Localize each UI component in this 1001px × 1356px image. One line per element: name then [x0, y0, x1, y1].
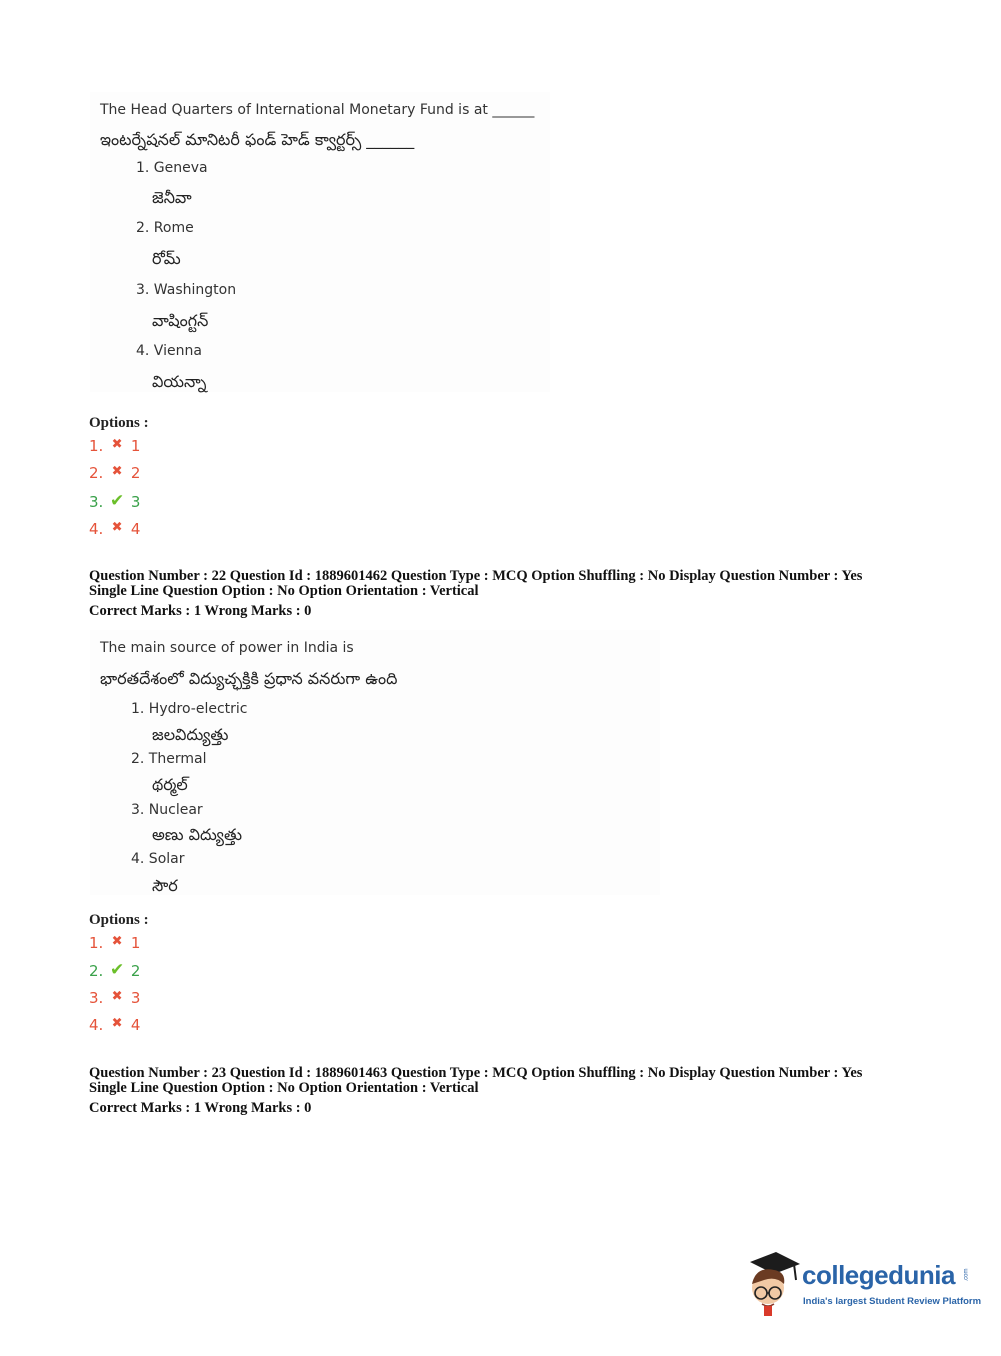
choice-4-en: 4. Solar: [131, 851, 185, 867]
option-row: 4. ✖ 4: [89, 520, 141, 538]
choice-3-te: అణు విద్యుత్తు: [152, 825, 242, 844]
choice-1-te: జలవిద్యుత్తు: [152, 725, 229, 744]
cross-icon: ✖: [111, 464, 123, 479]
choice-2-te: రోమ్: [152, 249, 181, 268]
option-row: 4. ✖ 4: [89, 1016, 141, 1034]
question-meta-line1: Question Number : 23 Question Id : 1889601463 Question Type : MCQ Option Shuffling : No Display Question Number : Yes: [89, 1065, 863, 1081]
option-row: 1. ✖ 1: [89, 437, 141, 455]
check-icon: ✔: [109, 491, 125, 511]
choice-2-en: 2. Thermal: [131, 751, 207, 767]
question-meta-line2: Single Line Question Option : No Option Orientation : Vertical: [89, 583, 479, 599]
choice-2-en: 2. Rome: [136, 220, 194, 236]
option-row-correct: 2. ✔ 2: [89, 960, 141, 980]
brand-tagline: India's largest Student Review Platform: [803, 1296, 982, 1307]
option-row: 1. ✖ 1: [89, 934, 141, 952]
question-meta-marks: Correct Marks : 1 Wrong Marks : 0: [89, 603, 312, 619]
choice-3-en: 3. Washington: [136, 282, 237, 298]
question-text-en: The main source of power in India is: [100, 640, 354, 656]
choice-1-en: 1. Geneva: [136, 160, 208, 176]
question-22-image: [90, 630, 660, 895]
cross-icon: ✖: [111, 989, 123, 1004]
question-meta-marks: Correct Marks : 1 Wrong Marks : 0: [89, 1100, 312, 1116]
option-row: 2. ✖ 2: [89, 464, 141, 482]
option-row-correct: 3. ✔ 3: [89, 491, 141, 511]
choice-4-te: సౌర: [152, 876, 178, 895]
question-text-en: The Head Quarters of International Monetary Fund is at ______: [100, 102, 535, 118]
question-meta-line2: Single Line Question Option : No Option Orientation : Vertical: [89, 1080, 479, 1096]
check-icon: ✔: [109, 960, 125, 980]
choice-1-en: 1. Hydro-electric: [131, 701, 248, 717]
choice-1-te: జెనీవా: [152, 188, 192, 207]
options-title: Options :: [89, 912, 149, 928]
mascot-icon: [742, 1250, 802, 1320]
collegedunia-logo: [742, 1250, 982, 1320]
options-title: Options :: [89, 415, 149, 431]
brand-suffix: .com: [963, 1268, 970, 1282]
choice-2-te: థర్మల్: [152, 775, 188, 794]
choice-4-te: వియన్నా: [152, 372, 207, 391]
question-21-image: [90, 92, 550, 392]
cross-icon: ✖: [111, 437, 123, 452]
choice-3-te: వాషింగ్టన్: [152, 311, 209, 330]
cross-icon: ✖: [111, 934, 123, 949]
choice-4-en: 4. Vienna: [136, 343, 202, 359]
cross-icon: ✖: [111, 520, 123, 535]
option-row: 3. ✖ 3: [89, 989, 141, 1007]
question-text-te: ఇంటర్నేషనల్ మానిటరీ ఫండ్ హెడ్ క్వార్టర్స్ ______: [100, 130, 415, 149]
choice-3-en: 3. Nuclear: [131, 802, 203, 818]
question-text-te: భారతదేశంలో విద్యుచ్ఛక్తికి ప్రధాన వనరుగా ఉంది: [100, 669, 398, 688]
brand-name: collegedunia: [802, 1260, 955, 1290]
question-meta-line1: Question Number : 22 Question Id : 1889601462 Question Type : MCQ Option Shuffling : No Display Question Number : Yes: [89, 568, 863, 584]
cross-icon: ✖: [111, 1016, 123, 1031]
